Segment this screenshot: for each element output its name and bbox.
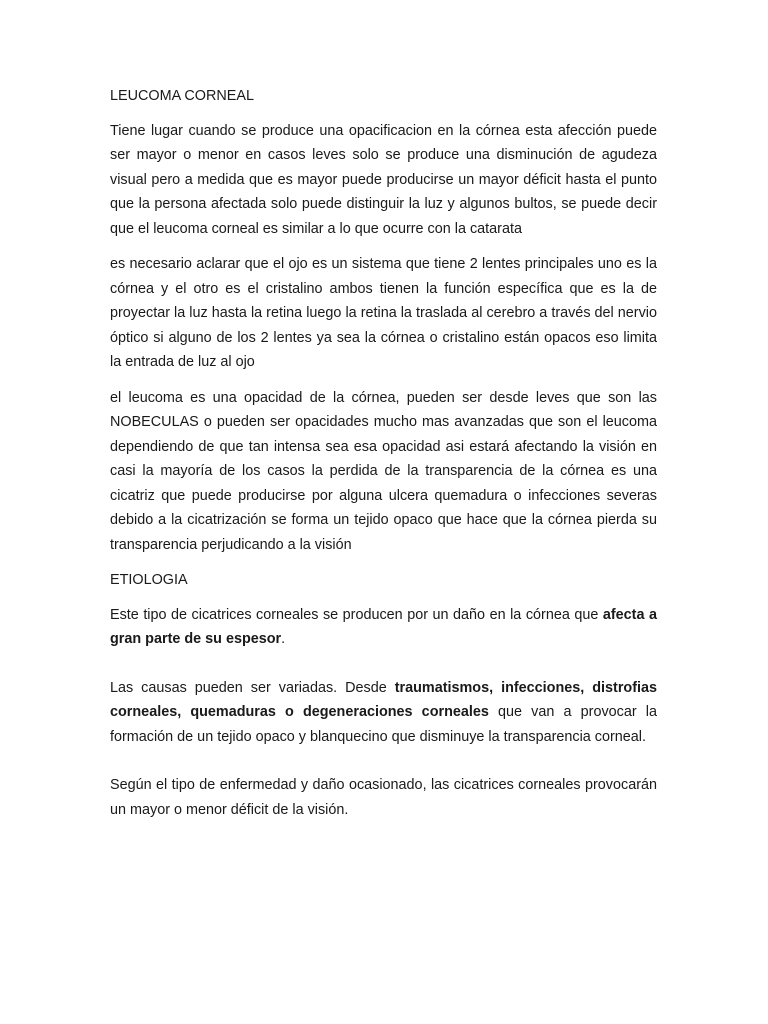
- text-run: que van a provocar la formación de un tejido opaco y blanquecino que disminuye la transparencia corneal.: [110, 704, 657, 745]
- document-title: LEUCOMA CORNEAL: [110, 88, 254, 104]
- paragraph-etiologia-causes: [110, 676, 657, 750]
- text-run: Las causas pueden ser variadas. Desde: [110, 679, 395, 696]
- paragraph-intro: Tiene lugar cuando se produce una opacificacion en la córnea esta afección puede ser mayor o menor en casos leves solo se produce una disminución de agudeza visual pero a medida que es mayor puede producirse un mayor déficit hasta el punto que la persona afectada solo puede distinguir la luz y algunos bultos, se puede decir que el leucoma corneal es similar a lo que ocurre con la catarata: [110, 122, 657, 237]
- text-run: .: [281, 631, 286, 647]
- paragraph-leucoma: el leucoma es una opacidad de la córnea, pueden ser desde leves que son las NOBECULAS o pueden ser opacidades mucho mas avanzadas que son el leucoma dependiendo de que tan intensa sea esa opacidad asi estará afectando la visión en casi la mayoría de los casos la perdida de la transparencia de la córnea es una cicatriz que puede producirse por alguna ulcera quemadura o infecciones severas debido a la cicatrización se forma un tejido opaco que hace que la córnea pierda su transparencia perjudicando a la visión: [110, 389, 657, 553]
- paragraph-etiologia-damage: [110, 603, 657, 652]
- bold-text-run: traumatismos, infecciones, distrofias corneales, quemaduras o degeneraciones corneales: [110, 679, 658, 720]
- section-heading-etiologia: ETIOLOGIA: [110, 572, 188, 588]
- paragraph-lenses: es necesario aclarar que el ojo es un sistema que tiene 2 lentes principales uno es la córnea y el otro es el cristalino ambos tienen la función específica que es la de proyectar la luz hasta la retina luego la retina la traslada al cerebro a través del nervio óptico si alguno de los 2 lentes ya sea la córnea o cristalino están opacos eso limita la entrada de luz al ojo: [110, 256, 657, 370]
- text-run: Este tipo de cicatrices corneales se producen por un daño en la córnea que: [110, 606, 603, 623]
- paragraph-etiologia-deficit: Según el tipo de enfermedad y daño ocasionado, las cicatrices corneales provocarán un mayor o menor déficit de la visión.: [110, 777, 657, 818]
- document-page: [110, 84, 657, 833]
- bold-text-run: afecta a gran parte de su espesor: [110, 606, 657, 647]
